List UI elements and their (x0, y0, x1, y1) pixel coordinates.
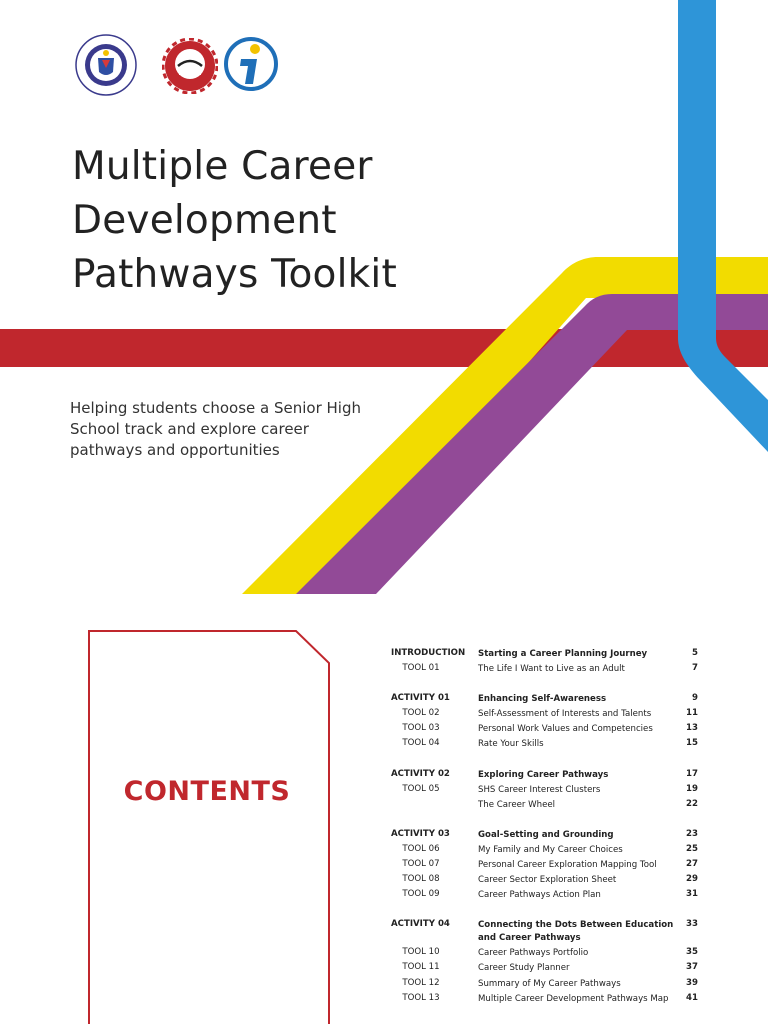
toc-page-number: 22 (686, 798, 698, 809)
toc-label: TOOL 03 (402, 723, 440, 734)
toc-entry-title: Personal Career Exploration Mapping Tool (478, 860, 657, 871)
toc-tool-row (388, 844, 708, 859)
toc-label: TOOL 11 (402, 962, 440, 973)
toc-page-number: 37 (686, 962, 698, 973)
toc-entry-title: Rate Your Skills (478, 739, 544, 750)
toc-entry-title: Personal Work Values and Competencies (478, 724, 653, 735)
toc-page-number: 15 (686, 738, 698, 749)
toc-label: ACTIVITY 02 (391, 768, 450, 779)
toc-page-number: 11 (686, 708, 698, 719)
toc-page-number: 19 (686, 783, 698, 794)
toc-entry-title: The Career Wheel (478, 799, 556, 810)
toc-tool-row (388, 947, 708, 962)
toc-entry-title: Enhancing Self-Awareness (478, 694, 607, 705)
toc-label: TOOL 12 (402, 977, 440, 988)
contents-frame (88, 630, 330, 1024)
toc-entry-title: Multiple Career Development Pathways Map (478, 993, 669, 1004)
toc-section-row (388, 829, 708, 844)
toc-entry-title: Goal-Setting and Grounding (478, 829, 614, 840)
toc-section-row (388, 693, 708, 708)
toc-page-number: 29 (686, 874, 698, 885)
toc-tool-row (388, 663, 708, 678)
toc-tool-row (388, 874, 708, 889)
toc-tool-row (388, 978, 708, 993)
seameo-logo-icon (162, 38, 218, 94)
toc-label: TOOL 08 (402, 874, 440, 885)
subtitle: Helping students choose a Senior High School track and explore career pathways and opportunities (70, 399, 361, 459)
toc-page-number: 39 (686, 977, 698, 988)
toc-page-number: 33 (686, 919, 698, 930)
toc-entry-title: Starting a Career Planning Journey (478, 649, 648, 659)
toc-entry-title: Connecting the Dots Between Education and Career Pathways (478, 920, 674, 944)
toc-entry-title: Exploring Career Pathways (478, 769, 609, 780)
page-title (72, 140, 397, 302)
toc-section-row (388, 769, 708, 784)
toc-section-row (388, 648, 708, 663)
toc-label: ACTIVITY 03 (391, 828, 450, 839)
toc-page-number: 25 (686, 843, 698, 854)
toc-label: TOOL 06 (402, 843, 440, 854)
toc-label: TOOL 04 (402, 738, 440, 749)
title-line: Multiple Career (72, 144, 373, 189)
toc-page-number: 17 (686, 768, 698, 779)
toc-label: ACTIVITY 04 (391, 919, 450, 930)
toc-page-number: 9 (692, 693, 698, 704)
toc-label: TOOL 10 (402, 947, 440, 958)
toc-entry-title: The Life I Want to Live as an Adult (478, 664, 625, 675)
toc-tool-row (388, 993, 708, 1008)
toc-entry-title: Self-Assessment of Interests and Talents (478, 709, 652, 720)
blue-stripe (678, 0, 768, 452)
toc-entry-title: Career Study Planner (478, 963, 570, 974)
toc-entry-title: Career Sector Exploration Sheet (478, 875, 617, 886)
toc-page-number: 5 (692, 648, 698, 658)
innotech-logo-icon (223, 36, 279, 92)
toc-label: TOOL 09 (402, 889, 440, 900)
toc-tool-row (388, 962, 708, 977)
title-line: Pathways Toolkit (72, 252, 397, 297)
toc-entry-title: Career Pathways Action Plan (478, 890, 601, 901)
toc-tool-row (388, 708, 708, 723)
toc-page-number: 27 (686, 859, 698, 870)
toc-tool-row (388, 723, 708, 738)
toc-label: TOOL 05 (402, 783, 440, 794)
toc-label: ACTIVITY 01 (391, 693, 450, 704)
deped-seal-icon (75, 34, 137, 96)
title-line: Development (72, 198, 337, 243)
toc-entry-title: My Family and My Career Choices (478, 844, 623, 855)
toc-section-row (388, 919, 708, 947)
toc-tool-row (388, 799, 708, 814)
toc-label: TOOL 01 (402, 663, 440, 674)
red-stripe (0, 329, 768, 367)
toc-page-number: 35 (686, 947, 698, 958)
toc-entry-title: Summary of My Career Pathways (478, 978, 621, 989)
table-of-contents (388, 648, 708, 1008)
toc-page-number: 13 (686, 723, 698, 734)
toc-page-number: 41 (686, 992, 698, 1003)
toc-label: TOOL 07 (402, 859, 440, 870)
toc-tool-row (388, 738, 708, 753)
toc-page-number: 23 (686, 828, 698, 839)
toc-page-number: 7 (692, 663, 698, 674)
toc-entry-title: SHS Career Interest Clusters (478, 784, 601, 795)
contents-heading: CONTENTS (123, 776, 291, 807)
toc-label: INTRODUCTION (391, 648, 466, 658)
toc-page-number: 31 (686, 889, 698, 900)
toc-tool-row (388, 784, 708, 799)
toc-entry-title: Career Pathways Portfolio (478, 948, 589, 959)
toc-tool-row (388, 889, 708, 904)
toc-label: TOOL 02 (402, 708, 440, 719)
toc-label: TOOL 13 (402, 992, 440, 1003)
toc-tool-row (388, 859, 708, 874)
